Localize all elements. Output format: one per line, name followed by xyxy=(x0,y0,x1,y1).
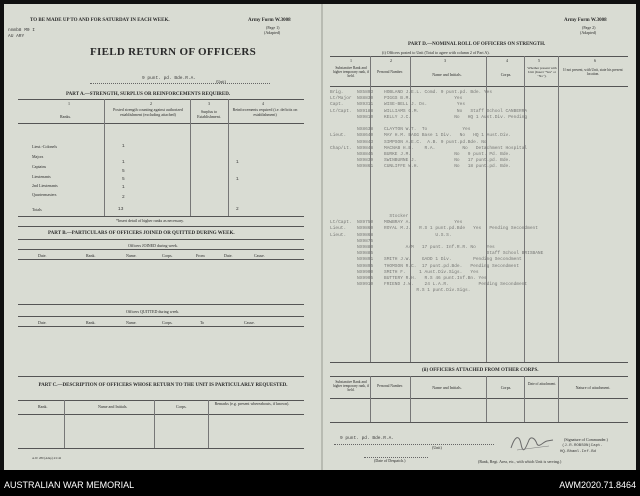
posted-value-lt-col: 1 xyxy=(122,144,125,149)
part-d-vline-5 xyxy=(558,56,559,362)
part-a-col-1: 1 xyxy=(68,101,70,106)
part-d-col-2: 2 xyxy=(390,58,392,63)
attached-vline-3 xyxy=(486,376,487,422)
attached-header-rule xyxy=(330,398,628,399)
reinforcements-majors: 1 xyxy=(236,160,239,165)
roll-line: Lt/Capt. NX9750 MOWBRAY A. Yes xyxy=(330,220,463,226)
part-a-vline-2 xyxy=(190,99,191,217)
attached-header-name: Name and Initials. xyxy=(432,385,462,390)
unit-value: 9 punt. pd. Bde.R.A. xyxy=(142,76,197,81)
part-c-vline-2 xyxy=(154,400,155,448)
form-adapted-right: (Adapted) xyxy=(580,30,597,35)
roll-line: NX9861 CUNLIFFE W.H. No 18 punt.pd. Bde. xyxy=(330,164,511,170)
roll-line: Chap/Lt. NX9848 MACNAB H.B. R.A. No Detachment Hospital xyxy=(330,145,528,151)
quitted-header-cause: Cause. xyxy=(244,320,255,325)
part-d-header-name: Name and Initials. xyxy=(432,72,462,77)
roll-line: NX8845 BURKE J.M. No 9 punt. Pd. Bde. xyxy=(330,152,511,158)
roll-line: Stocker xyxy=(330,214,409,219)
part-a-header-reinforcements: Reinforcements required (i.e. deficits on establishment) xyxy=(232,107,298,117)
part-a-col-2: 2 xyxy=(150,101,152,106)
reinforcements-lieutenants: 1 xyxy=(236,177,239,182)
joined-header-rule xyxy=(18,259,304,260)
quitted-header-rule xyxy=(18,326,304,327)
joined-header-from: From xyxy=(196,253,205,258)
part-b-joined-rule xyxy=(18,249,304,250)
rank-totals: Totals xyxy=(32,207,42,212)
corner-note-line1: nnmb8 M0 I xyxy=(8,28,36,33)
signature-typed-line1: (J.R.ROBSON)Capt. xyxy=(562,444,603,448)
form-page-right: (Page 2) xyxy=(582,25,596,30)
roll-typed-block-1 xyxy=(330,90,527,171)
document-sheet xyxy=(4,4,636,470)
form-adapted-left: (Adapted) xyxy=(264,30,281,35)
roll-line: NX9880 A/M 17 punt. Inf.R.R. No Yes xyxy=(330,245,495,251)
roll-line: NX9810 KELLY J.C. No HQ 1 Aust.Div. Pending xyxy=(330,114,528,120)
part-d-header-corps: Corps. xyxy=(500,72,512,77)
roll-line: NX9895 THOMSON R.C. 17 punt.pd.Bde. Pending Secondment xyxy=(330,263,520,269)
part-a-footnote: *Insert detail of higher ranks as necessary. xyxy=(116,218,184,223)
posted-value-2nd-lieutenants: 1 xyxy=(122,185,125,190)
rank-2nd-lieutenants: 2nd Lieutenants xyxy=(32,183,58,188)
joined-header-rank: Rank. xyxy=(86,253,96,258)
part-b-quitted-title: Officers QUITTED during week. xyxy=(126,309,180,314)
rank-captains: Captains xyxy=(32,164,46,169)
part-b-title-rule xyxy=(18,239,304,240)
quitted-header-date: Date. xyxy=(38,320,47,325)
part-a-header-posted: Posted strength counting against authorized establishment (excluding attached) xyxy=(113,107,183,117)
attached-vline-2 xyxy=(410,376,411,422)
part-d-header-rank: Substantive Rank and higher temporary rank, if held. xyxy=(332,66,370,79)
posted-value-quartermasters: 2 xyxy=(122,195,125,200)
quitted-header-rank: Rank. xyxy=(86,320,96,325)
attached-top-rule xyxy=(330,376,628,377)
reinforcements-total: 2 xyxy=(236,207,239,212)
posted-total: 13 xyxy=(118,207,124,212)
part-d-top-rule xyxy=(330,56,628,57)
roll-line: Lt/Capt. NX9188 WILLIAMS G.M. No Staff School CANBERRA xyxy=(330,108,528,114)
attached-header-nature: Nature of attachment. xyxy=(575,385,611,390)
part-a-title: PART A.—STRENGTH, SURPLUS OR REINFORCEMENTS REQUIRED. xyxy=(66,92,231,97)
commander-signature xyxy=(509,432,555,452)
roll-line: Capt. NX9311 WISE-BELL J. Ds. Yes xyxy=(330,102,466,108)
attached-vline-5 xyxy=(558,376,559,422)
part-a-vline-1 xyxy=(104,99,105,217)
roll-line: R.S 1 punt.Div.Sigs. xyxy=(330,288,471,294)
unit-line xyxy=(90,83,270,84)
part-d-title: PART D.—NOMINAL ROLL OF OFFICERS ON STRENGTH. xyxy=(408,42,546,47)
page-title: FIELD RETURN OF OFFICERS xyxy=(90,46,257,58)
bottom-unit-label: (Unit) xyxy=(432,445,442,450)
posted-value-lieutenants: 5 xyxy=(122,177,125,182)
part-d-roll-bottom-rule xyxy=(330,362,628,363)
attached-header-corps: Corps. xyxy=(500,385,512,390)
attached-header-rank: Substantive Rank and higher temporary rank, if held. xyxy=(332,380,370,393)
bottom-unit-line xyxy=(334,444,494,445)
roll-line: Lieut. NX8640 MAY H.M. BAGG Base 1 Div. No HQ 1 Aust.Div. xyxy=(330,133,511,139)
rank-regt-label: (Rank, Regt. Area, etc., with which Unit is serving.) xyxy=(478,459,562,464)
part-a-vline-3 xyxy=(228,99,229,217)
attached-header-number: Personal Number. xyxy=(377,384,403,388)
roll-line xyxy=(330,121,333,126)
form-number-right: Army Form W.3008 xyxy=(564,18,607,23)
roll-line: NX9905 BUTTERY R.H. R.S 46 punt.Inf.Bn. Yes xyxy=(330,276,487,282)
part-d-header-present: Whether present with Unit (Insert "Yes" or "No"). xyxy=(527,66,557,79)
roll-line: Lt/Major NX8830 PIGGS B.M. Yes xyxy=(330,96,463,102)
part-c-header-rule xyxy=(18,414,304,415)
joined-header-corps: Corps. xyxy=(162,253,173,258)
signature-typed-line2: HQ.Bhaml.Inf.Bd xyxy=(560,450,597,454)
unit-label: (Unit) xyxy=(216,79,226,84)
part-d-header-number: Personal Number. xyxy=(377,70,403,74)
form-page-left: (Page 1) xyxy=(266,25,280,30)
date-of-despatch-label: (Date of Despatch.) xyxy=(374,458,406,463)
roll-line: NX9875 xyxy=(330,238,374,244)
roll-line: NX9885 Staff School BRISBANE xyxy=(330,251,544,257)
typed-corner-note xyxy=(8,28,35,40)
joined-header-name: Name. xyxy=(126,253,137,258)
roll-line: NX9910 FRIEND J.W. 24 L.A.R. Pending Secondment xyxy=(330,282,528,288)
joined-header-date2: Date. xyxy=(224,253,233,258)
quitted-header-name: Name. xyxy=(126,320,137,325)
part-a-top-rule xyxy=(18,99,304,100)
part-c-header-corps: Corps. xyxy=(176,404,187,409)
roll-line: NX9843 SIMPSON A.E.C. A.B. 9 punt.pd.Bde. No xyxy=(330,139,487,145)
part-b-bottom-rule xyxy=(18,376,304,377)
quitted-header-corps: Corps. xyxy=(162,320,173,325)
bottom-unit-value: 9 punt. pd. Bde.R.A. xyxy=(340,436,395,441)
part-d-col-4: 4 xyxy=(506,58,508,63)
attached-bottom-rule xyxy=(330,422,628,423)
part-a-header-surplus: Surplus to Establishment. xyxy=(197,109,221,119)
joined-header-cause: Cause. xyxy=(254,253,265,258)
part-d-col-5: 5 xyxy=(538,58,540,63)
attached-header-date: Date of attachment. xyxy=(527,382,557,386)
part-c-vline-1 xyxy=(64,400,65,448)
page-fold xyxy=(321,4,323,470)
roll-line: NX8638 CLAYTON W.T. To Yes xyxy=(330,127,471,133)
part-d-col-1: 1 xyxy=(350,58,352,63)
archive-name: AUSTRALIAN WAR MEMORIAL xyxy=(4,480,135,490)
posted-value-captains: 5 xyxy=(122,169,125,174)
part-b-joined-title: Officers JOINED during week. xyxy=(128,243,178,248)
part-a-col-4: 4 xyxy=(262,101,264,106)
rank-lt-col: Lieut.-Colonels xyxy=(32,144,57,149)
part-a-col-3: 3 xyxy=(208,101,210,106)
part-c-header-name: Name and Initials. xyxy=(98,404,128,409)
part-d-header-rule xyxy=(330,86,628,87)
corner-note-line2: AU ARY xyxy=(8,34,25,39)
part-c-header-remarks: Remarks (e.g. present whereabouts, if known). xyxy=(214,401,290,406)
joined-header-date: Date. xyxy=(38,253,47,258)
rank-lieutenants: Lieutenants xyxy=(32,174,51,179)
part-c-vline-3 xyxy=(208,400,209,448)
part-b-quitted-rule xyxy=(18,316,304,317)
form-number-left: Army Form W.3008 xyxy=(248,18,291,23)
attached-vline-4 xyxy=(524,376,525,422)
part-a-header-ranks: Ranks. xyxy=(60,114,71,119)
attached-title: (ii) OFFICERS ATTACHED FROM OTHER CORPS. xyxy=(422,368,539,373)
part-b-title: PART B.—PARTICULARS OF OFFICERS JOINED OR QUITTED DURING WEEK. xyxy=(48,231,235,236)
attached-vline-1 xyxy=(370,376,371,422)
roll-typed-block-2 xyxy=(330,214,543,295)
part-b-top-rule xyxy=(18,226,304,227)
rank-quartermasters: Quartermasters xyxy=(32,192,57,197)
quitted-header-to: To xyxy=(200,320,205,325)
part-c-bottom-rule xyxy=(18,448,304,449)
roll-line: NX9900 SMITH F. 1 Aust.Div.Sigs. Yes xyxy=(330,269,479,275)
part-d-col-3: 3 xyxy=(444,58,446,63)
part-d-header-location: If not present, with Unit, state his present location. xyxy=(563,68,623,77)
archive-caption-bar xyxy=(0,470,640,496)
signature-label: (Signature of Commander.) xyxy=(564,437,608,442)
part-d-subtitle: (i) Officers posted to Unit (Total to agree with column 2 of Part A). xyxy=(382,50,490,55)
part-a-bottom-rule xyxy=(18,216,304,217)
posted-value-majors: 1 xyxy=(122,160,125,165)
printer-imprint: A.W. 280 (Adap) 4/1/42 xyxy=(32,456,62,460)
roll-line: NX9839 SWINBURNE J. No 17 punt.pd. Bde. xyxy=(330,158,511,164)
roll-line: Lieut. NX9868 U.S.S. xyxy=(330,232,452,238)
part-c-title: PART C.—DESCRIPTION OF OFFICERS WHOSE RETURN TO THE UNIT IS PARTICULARLY REQUESTED. xyxy=(38,383,288,388)
header-instruction: TO BE MADE UP TO AND FOR SATURDAY IN EACH WEEK. xyxy=(30,18,170,23)
roll-line: NX9891 SMITH J.W. GADD 1 Div. Pending Secondment xyxy=(330,257,522,263)
joined-bottom-rule xyxy=(18,304,304,305)
part-c-header-rank: Rank. xyxy=(38,404,48,409)
roll-line: Lieut. NX9860 ROYAL M.J. R.S 1 punt.pd.Bde Yes Pending Secondment xyxy=(330,226,538,232)
rank-majors: Majors xyxy=(32,154,44,159)
archive-id: AWM2020.71.8464 xyxy=(559,480,636,490)
part-a-header-rule xyxy=(18,123,304,124)
part-d-col-6: 6 xyxy=(594,58,596,63)
roll-line: Brig. NX5893 HOBLAND J.E.L. Comd. 9 punt.pd. Bde. Yes xyxy=(330,90,493,95)
